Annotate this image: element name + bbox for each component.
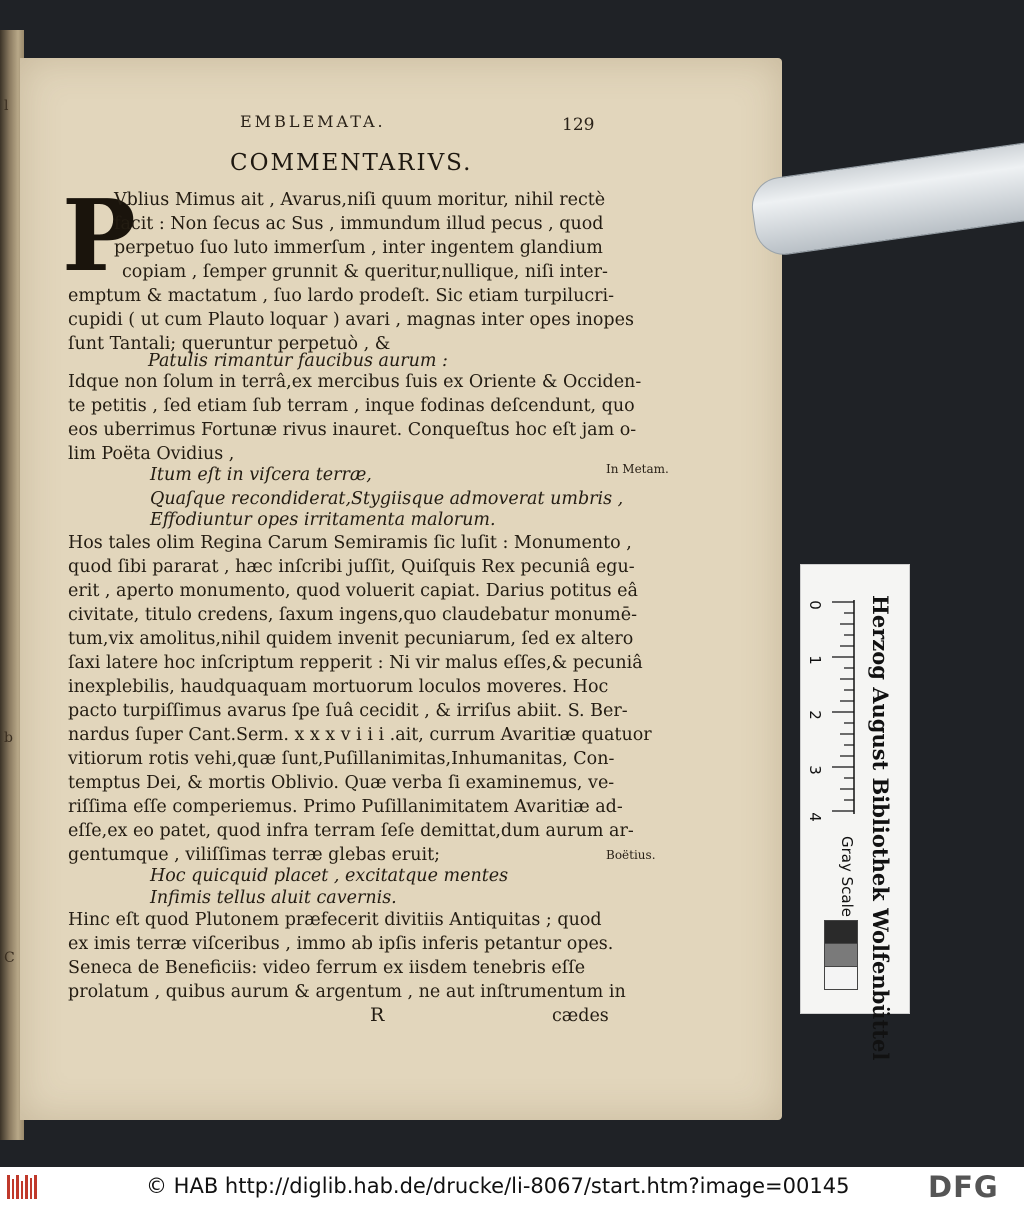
verse-line: Effodiuntur opes irritamenta malorum. — [150, 510, 496, 530]
text-line: copiam , ſemper grunnit & queritur,nullique, niſi inter- — [122, 262, 608, 282]
text-line: eos uberrimus Fortunæ rivus inauret. Conqueſtus hoc eſt jam o- — [68, 420, 637, 440]
institution-label: Herzog August Bibliothek Wolfenbüttel — [868, 595, 893, 1061]
glass-clamp — [748, 139, 1024, 258]
section-title: COMMENTARIVS. — [230, 150, 473, 176]
text-line: eſſe,ex eo patet, quod infra terram ſeſe demittat,dum aurum ar- — [68, 821, 634, 841]
text-line: quod ſibi pararat , hæc inſcribi juſſit, Quiſquis Rex pecuniâ egu- — [68, 557, 635, 577]
verse-line: Quaſque recondiderat,Stygiisque admoverat umbris , — [150, 489, 624, 509]
text-line: Vblius Mimus ait , Avarus,niſi quum moritur, nihil rectè — [114, 190, 606, 210]
text-line: emptum & mactatum , ſuo lardo prodeſt. Sic etiam turpilucri- — [68, 286, 615, 306]
catchword: cædes — [552, 1006, 609, 1026]
copyright-url[interactable]: © HAB http://diglib.hab.de/drucke/li-8067/start.htm?image=00145 — [146, 1174, 850, 1198]
dfg-logo: DFG — [928, 1170, 999, 1204]
facing-page-mark: b — [4, 730, 13, 746]
text-line: vitiorum rotis vehi,quæ ſunt,Puſillanimitas,Inhumanitas, Con- — [68, 749, 615, 769]
ruler-number: 2 — [805, 710, 824, 720]
text-line: Hos tales olim Regina Carum Semiramis ſic luſit : Monumento , — [68, 533, 632, 553]
gray-swatch-mid — [824, 943, 858, 967]
margin-note: Boëtius. — [606, 848, 656, 862]
ruler-number: 1 — [805, 655, 824, 665]
text-line: nardus ſuper Cant.Serm. x x x v i i i .ait, currum Avaritiæ quatuor — [68, 725, 652, 745]
text-line: Hinc eſt quod Plutonem præfecerit divitiis Antiquitas ; quod — [68, 910, 602, 930]
verse-line: Patulis rimantur faucibus aurum : — [148, 351, 448, 371]
ruler-number: 4 — [805, 812, 824, 822]
text-line: Seneca de Beneficiis: video ferrum ex iisdem tenebris eſſe — [68, 958, 586, 978]
text-line: tum,vix amolitus,nihil quidem invenit pecuniarum, ſed ex altero — [68, 629, 634, 649]
page-number: 129 — [562, 115, 595, 135]
text-line: ſaxi latere hoc inſcriptum repperit : Ni vir malus eſſes,& pecuniâ — [68, 653, 643, 673]
text-line: te petitis , ſed etiam ſub terram , inque fodinas deſcendunt, quo — [68, 396, 635, 416]
facing-page-mark: l — [4, 98, 9, 114]
text-line: Idque non ſolum in terrâ,ex mercibus ſuis ex Oriente & Occiden- — [68, 372, 642, 392]
verse-line: Hoc quicquid placet , excitatque mentes — [150, 866, 509, 886]
text-line: perpetuo ſuo luto immerſum , inter ingentem glandium — [114, 238, 603, 258]
gray-scale-label: Gray Scale — [838, 836, 856, 917]
text-line: pacto turpiſſimus avarus ſpe ſuâ cecidit , & irriſus abiit. S. Ber- — [68, 701, 628, 721]
text-line: ex imis terræ viſceribus , immo ab ipſis inferis petantur opes. — [68, 934, 614, 954]
ruler-number: 0 — [805, 600, 824, 610]
margin-note: In Metam. — [606, 462, 669, 476]
verse-line: Itum eſt in viſcera terræ, — [150, 465, 372, 485]
text-line: temptus Dei, & mortis Oblivio. Quæ verba ſi examinemus, ve- — [68, 773, 615, 793]
signature-mark: R — [370, 1004, 385, 1026]
running-head: EMBLEMATA. — [240, 112, 386, 131]
text-line: erit , aperto monumento, quod voluerit capiat. Darius potitus eâ — [68, 581, 638, 601]
footer-bar — [0, 1167, 1024, 1207]
verse-line: Infimis tellus aluit cavernis. — [150, 888, 397, 908]
text-line: prolatum , quibus aurum & argentum , ne aut inſtrumentum in — [68, 982, 626, 1002]
gray-swatch-light — [824, 966, 858, 990]
hab-barcode-logo-icon — [6, 1173, 40, 1201]
text-line: ſunt Tantali; queruntur perpetuò , & — [68, 334, 391, 354]
ruler-icon — [828, 598, 856, 816]
ruler-number: 3 — [805, 765, 824, 775]
text-line: lim Poëta Ovidius , — [68, 444, 235, 464]
text-line: gentumque , viliſſimas terræ glebas eruit; — [68, 845, 441, 865]
text-line: riſſima eſſe comperiemus. Primo Puſillanimitatem Avaritiæ ad- — [68, 797, 623, 817]
text-line: facit : Non ſecus ac Sus , immundum illud pecus , quod — [114, 214, 604, 234]
text-line: cupidi ( ut cum Plauto loquar ) avari , magnas inter opes inopes — [68, 310, 634, 330]
facing-page-mark: C — [4, 950, 15, 966]
drop-capital: P — [62, 179, 136, 294]
text-line: civitate, titulo credens, ſaxum ingens,quo claudebatur monumē- — [68, 605, 638, 625]
text-line: inexplebilis, haudquaquam mortuorum loculos moveres. Hoc — [68, 677, 609, 697]
gray-swatch-dark — [824, 920, 858, 944]
